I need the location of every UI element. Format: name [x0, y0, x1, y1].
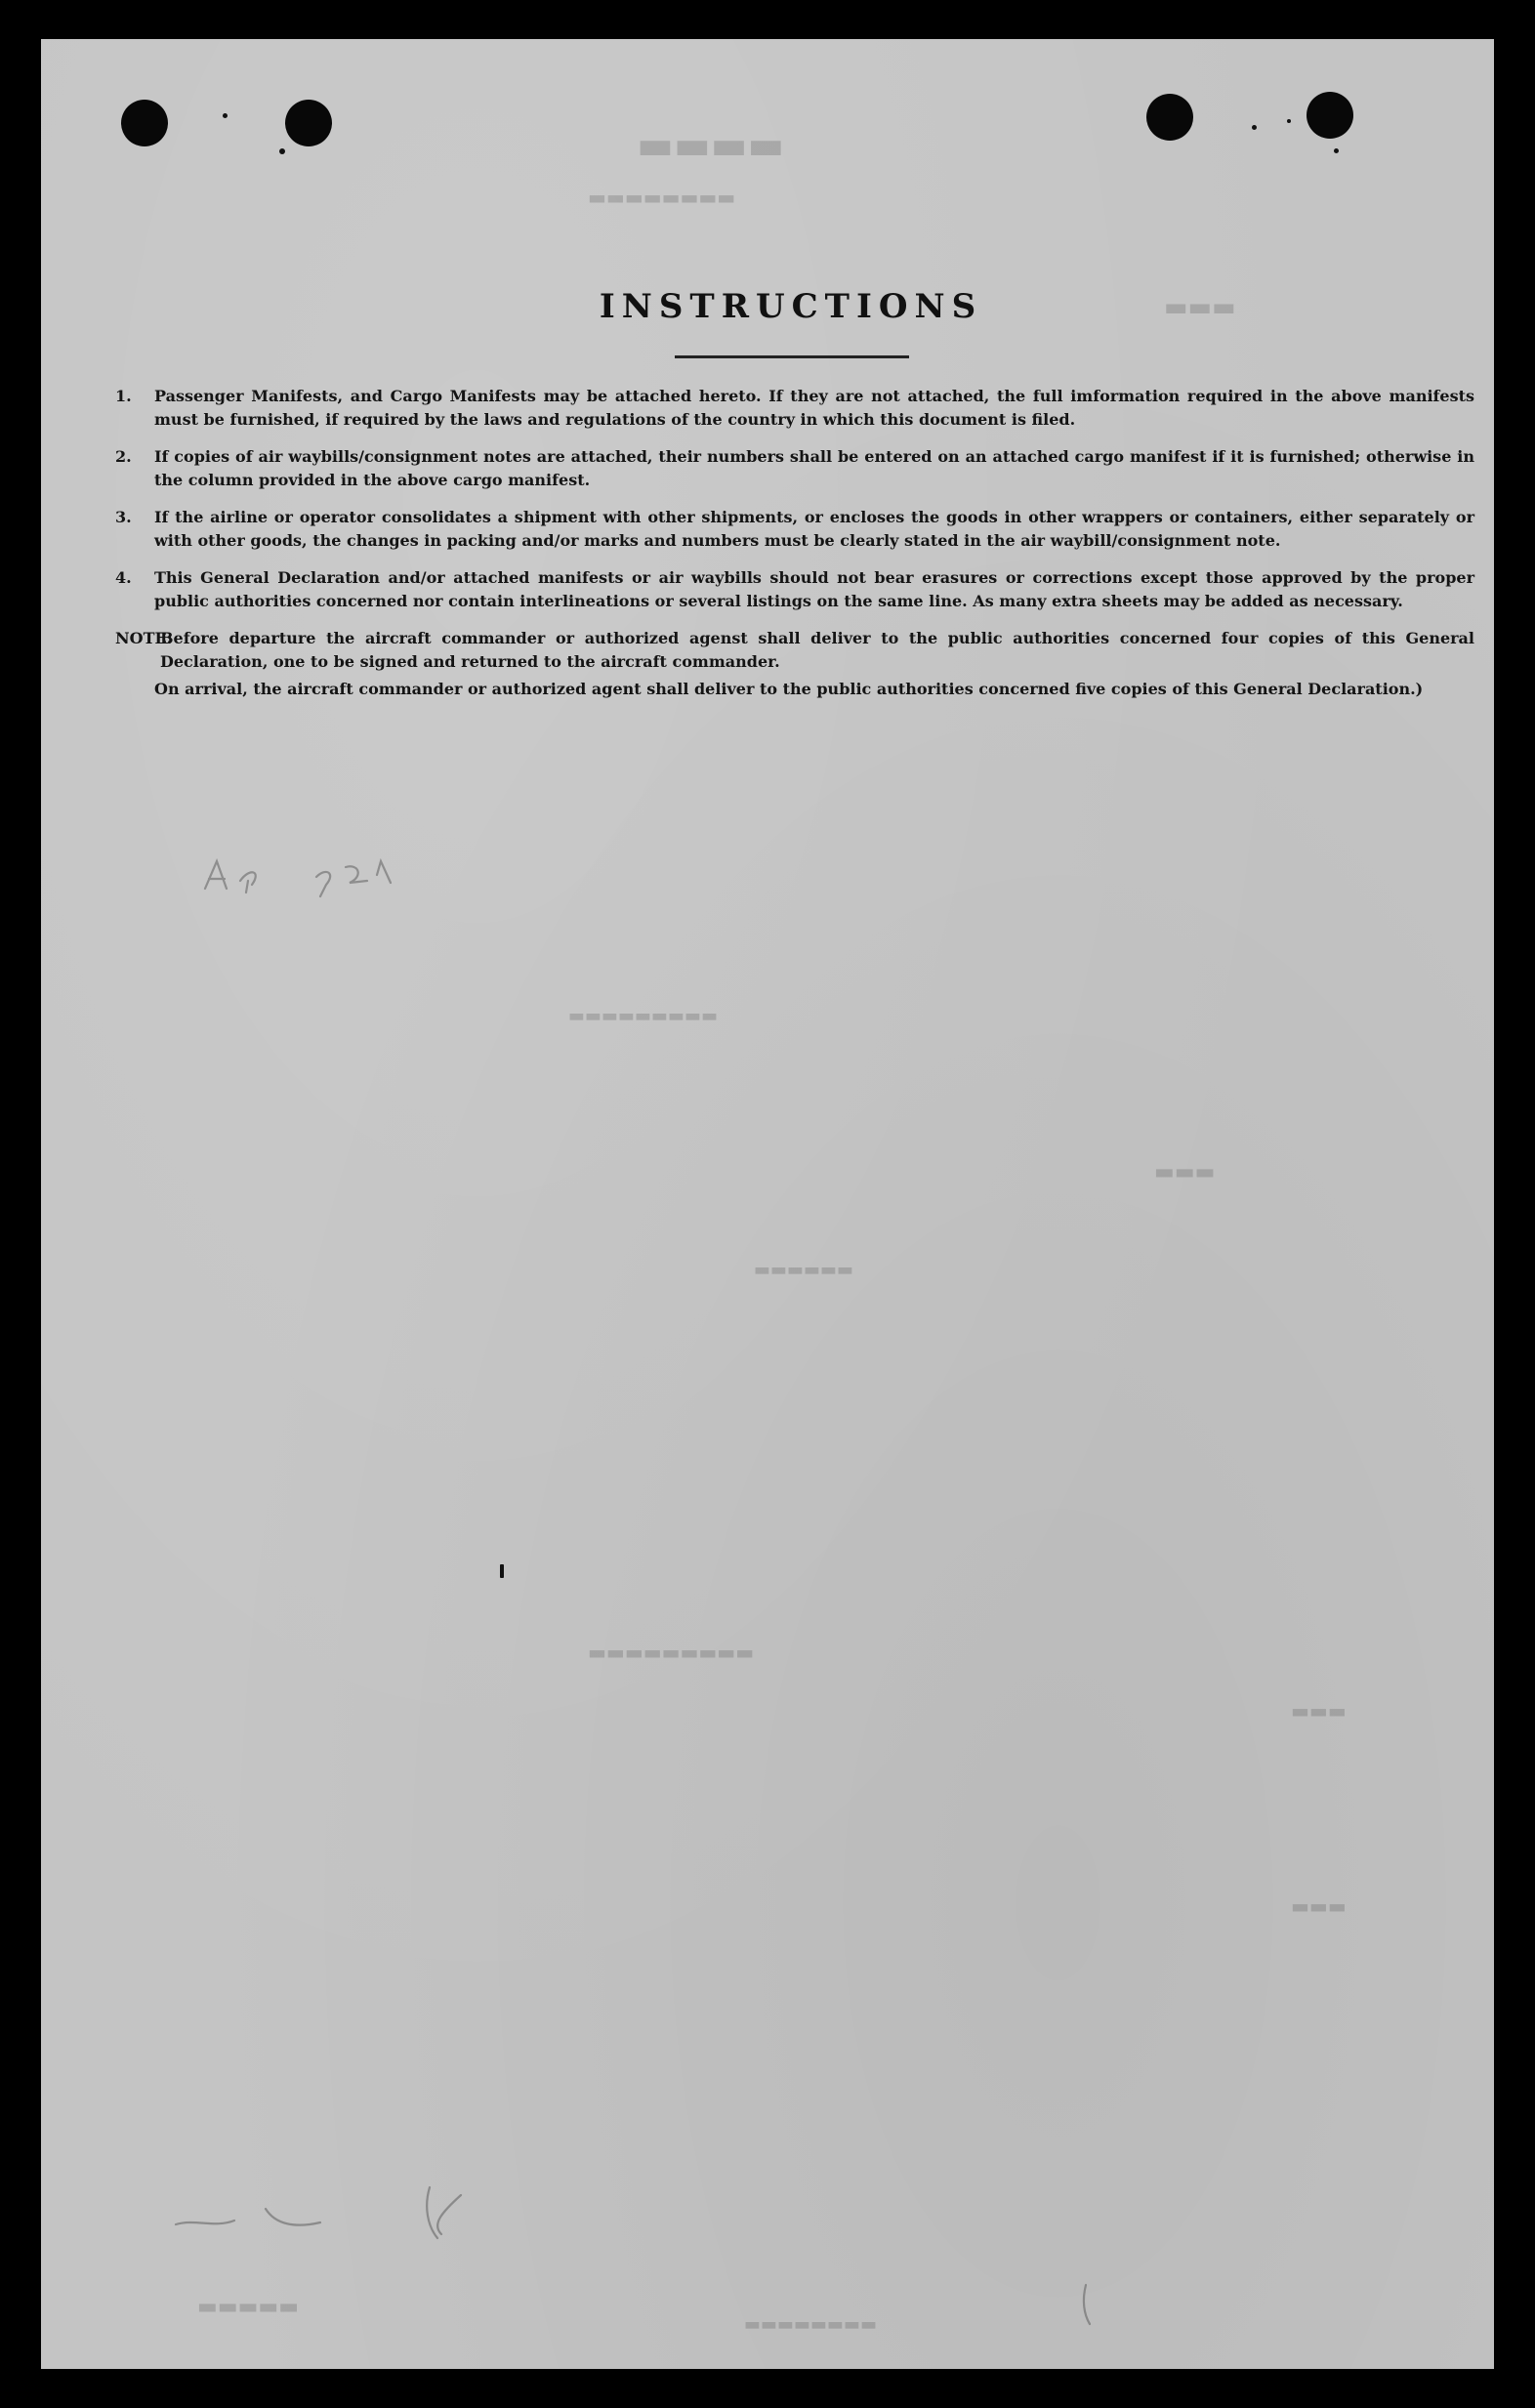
bleed-through-mark: ▬▬▬▬▬▬▬▬▬ [568, 1006, 719, 1026]
instruction-number: 3. [115, 508, 132, 526]
bleed-through-mark: ▬▬▬▬▬ [197, 2295, 299, 2319]
instruction-item [115, 566, 1474, 613]
instruction-text: If the airline or operator consolidates a shipment with other shipments, or encloses the goods in other wrappers or containers, either separately or with other goods, the changes in packing and/or marks and numbers must be clearly stated in the air waybill/consignment note. [154, 508, 1474, 550]
instruction-text: This General Declaration and/or attached manifests or air waybills should not bear erasures or corrections except those approved by the proper public authorities concerned nor contain interlineations or several listings on the same line. As many extra sheets may be added as necessary. [154, 568, 1474, 610]
bleed-through-mark: ▬▬▬▬▬▬▬▬▬ [588, 1640, 755, 1664]
instruction-text: If copies of air waybills/consignment notes are attached, their numbers shall be entered on an attached cargo manifest if it is furnished; otherwise in the column provided in the above cargo manifest. [154, 447, 1474, 489]
instruction-number: 4. [115, 568, 132, 587]
bleed-through-mark: ▬▬▬▬▬▬ [754, 1260, 854, 1280]
title-underline [675, 355, 909, 358]
punch-hole-right-1 [1146, 94, 1193, 141]
speck [223, 113, 228, 118]
instructions-block [115, 385, 1474, 701]
instruction-item [115, 506, 1474, 553]
handwriting-stroke [205, 861, 256, 893]
speck [279, 148, 285, 154]
bleed-through-mark: ▬▬▬ [1154, 1160, 1216, 1184]
note-departure-text: Before departure the aircraft commander or authorized agenst shall deliver to the public authorities concerned four copies of this General Declaration, one to be signed and returned to the aircraft commander. [160, 629, 1474, 671]
instruction-text: Passenger Manifests, and Cargo Manifests may be attached hereto. If they are not attached, the full imformation required in the above manifests must be furnished, if required by the laws and regulations of the country in which this document is filed. [154, 387, 1474, 429]
instruction-item [115, 385, 1474, 432]
speck [1252, 125, 1257, 130]
punch-hole-left-2 [285, 100, 332, 146]
handwriting-stroke [176, 2187, 461, 2238]
instruction-number: 1. [115, 387, 132, 405]
bleed-through-mark: ▬▬▬▬▬▬▬▬ [588, 186, 736, 209]
document-title: INSTRUCTIONS [599, 287, 983, 326]
document-page [41, 39, 1494, 2369]
bleed-through-mark: ▬▬▬▬▬▬▬▬ [744, 2314, 878, 2335]
speck [1287, 119, 1291, 123]
handwriting-stroke [316, 861, 391, 896]
punch-hole-left-1 [121, 100, 168, 146]
note-departure [115, 627, 1474, 674]
bleed-through-mark: ▬▬▬▬ [637, 123, 785, 168]
bleed-through-mark: ▬▬▬ [1291, 1699, 1347, 1723]
speck [500, 1564, 504, 1578]
instruction-number: 2. [115, 447, 132, 466]
instruction-item [115, 445, 1474, 492]
handwriting-stroke [1084, 2285, 1090, 2324]
speck [1334, 148, 1339, 153]
note-arrival-text: On arrival, the aircraft commander or authorized agent shall deliver to the public authorities concerned five copies of this General Declaration.) [154, 680, 1424, 698]
bleed-through-mark: ▬▬▬ [1291, 1894, 1347, 1918]
note-label: NOTE: [115, 629, 173, 647]
bleed-through-mark: ▬▬▬ [1164, 293, 1236, 322]
note-block [115, 627, 1474, 701]
punch-hole-right-2 [1307, 92, 1353, 139]
